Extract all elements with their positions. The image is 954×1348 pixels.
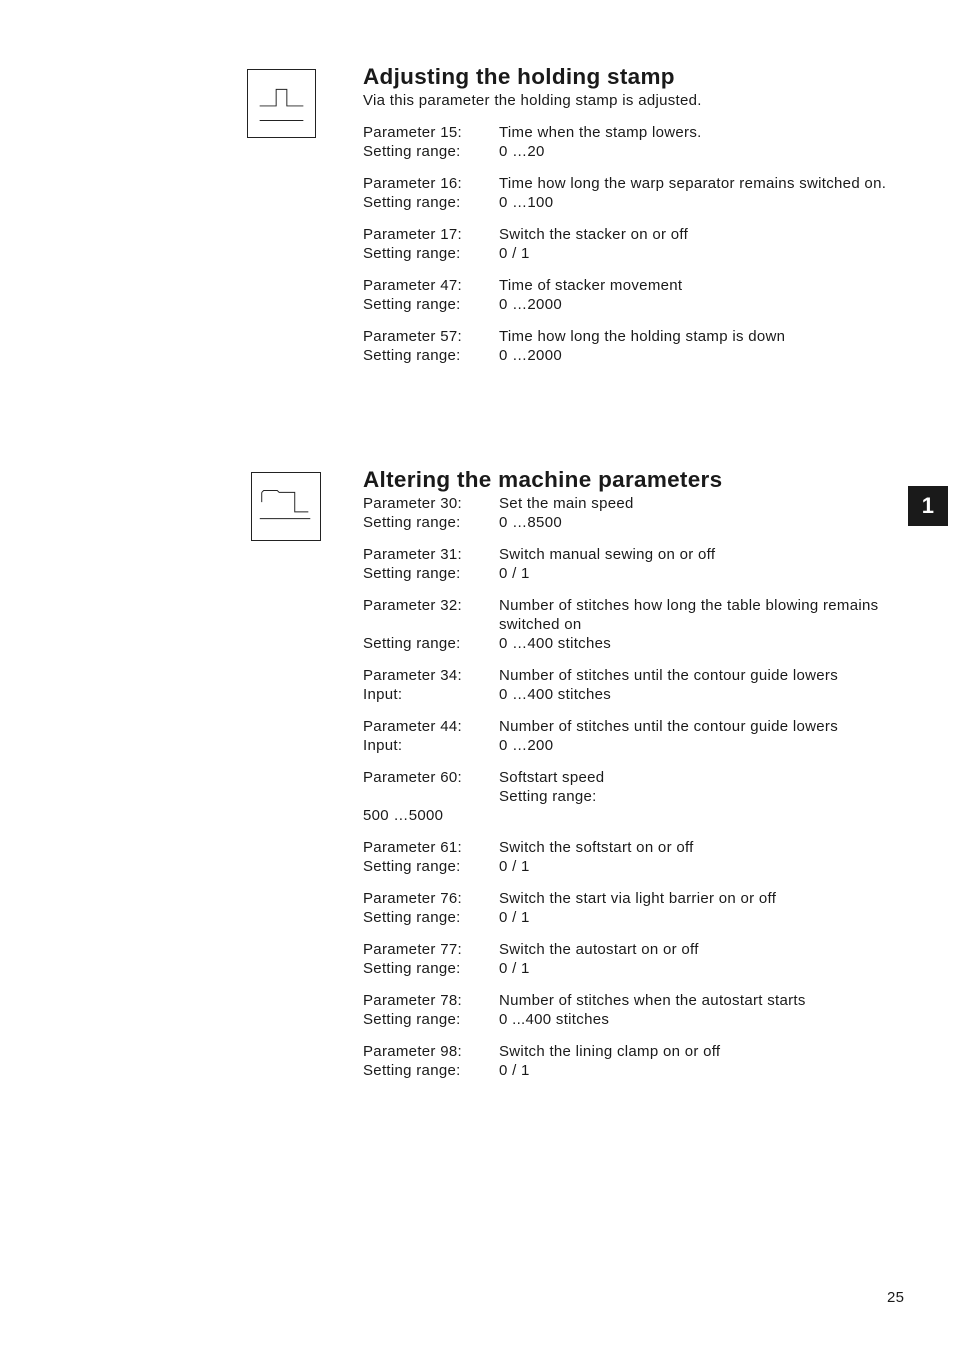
parameter-label: Setting range:: [363, 347, 461, 364]
parameter-list: [363, 123, 923, 365]
parameter-block: [363, 494, 923, 532]
parameter-value: Number of stitches when the autostart starts: [499, 992, 806, 1009]
parameter-row: [363, 545, 923, 564]
parameter-value: 0 / 1: [499, 1062, 530, 1079]
parameter-label: Setting range:: [363, 296, 461, 313]
chapter-tab: 1: [908, 486, 948, 526]
parameter-value: 0 …400 stitches: [499, 635, 612, 652]
page-number: 25: [887, 1289, 905, 1306]
parameter-value: 0 / 1: [499, 245, 530, 262]
parameter-row: [363, 1042, 923, 1061]
parameter-value: 0 …200: [499, 737, 554, 754]
parameter-row: [363, 1010, 923, 1029]
parameter-label: Input:: [363, 686, 403, 703]
parameter-block: [363, 940, 923, 978]
parameter-value: Time of stacker movement: [499, 277, 683, 294]
parameter-row: [363, 142, 923, 161]
parameter-row: [363, 908, 923, 927]
parameter-label: Setting range:: [363, 635, 461, 652]
parameter-value: Time how long the warp separator remains switched on.: [499, 175, 887, 192]
parameter-value: 0 …20: [499, 143, 545, 160]
parameter-label: [363, 787, 499, 806]
parameter-value: Softstart speed: [499, 769, 605, 786]
parameter-block: [363, 717, 923, 755]
parameter-row: [363, 838, 923, 857]
machine-parameters-icon: [251, 472, 321, 541]
parameter-block: [363, 276, 923, 314]
parameter-row: [363, 564, 923, 583]
parameter-label: Parameter 15:: [363, 124, 462, 141]
parameter-label: Setting range:: [363, 194, 461, 211]
parameter-row: [363, 244, 923, 263]
parameter-value: 0 / 1: [499, 858, 530, 875]
parameter-label: Parameter 78:: [363, 992, 462, 1009]
parameter-value: 0 …8500: [499, 514, 562, 531]
parameter-block: [363, 123, 923, 161]
parameter-value: 0 …2000: [499, 347, 562, 364]
parameter-value: 0 / 1: [499, 960, 530, 977]
parameter-label: Setting range:: [363, 858, 461, 875]
parameter-value: Number of stitches until the contour guide lowers: [499, 718, 839, 735]
section-machine-parameters: [363, 467, 923, 1080]
parameter-label: Parameter 16:: [363, 175, 462, 192]
parameter-row: [363, 889, 923, 908]
parameter-block: [363, 1042, 923, 1080]
parameter-label: Parameter 61:: [363, 839, 462, 856]
parameter-block: [363, 545, 923, 583]
parameter-value: 0 ...400 stitches: [499, 1011, 610, 1028]
parameter-label: Setting range:: [363, 143, 461, 160]
parameter-value: Switch the autostart on or off: [499, 941, 699, 958]
section-holding-stamp: [363, 64, 923, 365]
parameter-row: [363, 193, 923, 212]
parameter-value: Number of stitches how long the table blowing remains switched on: [499, 597, 879, 633]
parameter-value: Switch the softstart on or off: [499, 839, 694, 856]
parameter-label: Parameter 32:: [363, 597, 462, 614]
parameter-block: [363, 174, 923, 212]
section-title: Adjusting the holding stamp: [363, 64, 675, 89]
parameter-row: [363, 857, 923, 876]
parameter-row: [363, 327, 923, 346]
parameter-block: [363, 838, 923, 876]
parameter-row: [363, 346, 923, 365]
parameter-label: Parameter 31:: [363, 546, 462, 563]
parameter-label: Parameter 76:: [363, 890, 462, 907]
parameter-value: 0 …400 stitches: [499, 686, 612, 703]
parameter-label: Parameter 77:: [363, 941, 462, 958]
parameter-label: Parameter 34:: [363, 667, 462, 684]
parameter-row: [363, 174, 923, 193]
parameter-block: [363, 225, 923, 263]
parameter-row: [363, 634, 923, 653]
parameter-row: [363, 295, 923, 314]
parameter-value: 0 …100: [499, 194, 554, 211]
parameter-row: [363, 666, 923, 685]
parameter-block: [363, 327, 923, 365]
parameter-row: [363, 685, 923, 704]
parameter-row: [363, 717, 923, 736]
parameter-row: [363, 940, 923, 959]
parameter-value: Set the main speed: [499, 495, 634, 512]
parameter-row: [363, 494, 923, 513]
parameter-block: [363, 596, 923, 653]
parameter-block: [363, 991, 923, 1029]
parameter-row: [363, 123, 923, 142]
parameter-value: Time when the stamp lowers.: [499, 124, 702, 141]
parameter-label: Setting range:: [363, 1062, 461, 1079]
parameter-value: 0 / 1: [499, 565, 530, 582]
parameter-row: [363, 276, 923, 295]
parameter-value: Switch the lining clamp on or off: [499, 1043, 721, 1060]
parameter-row: [363, 991, 923, 1010]
parameter-label: Parameter 98:: [363, 1043, 462, 1060]
section-title: Altering the machine parameters: [363, 467, 723, 492]
parameter-value: Setting range:: [499, 788, 597, 805]
parameter-label: Parameter 44:: [363, 718, 462, 735]
parameter-row: [363, 513, 923, 532]
parameter-value: [499, 806, 923, 825]
parameter-value: 0 …2000: [499, 296, 562, 313]
parameter-row: [363, 225, 923, 244]
parameter-label: Parameter 47:: [363, 277, 462, 294]
parameter-label: Parameter 57:: [363, 328, 462, 345]
parameter-value: Switch the stacker on or off: [499, 226, 689, 243]
parameter-block: [363, 889, 923, 927]
parameter-value: Switch manual sewing on or off: [499, 546, 716, 563]
parameter-value: Number of stitches until the contour guide lowers: [499, 667, 839, 684]
section-intro: Via this parameter the holding stamp is adjusted.: [363, 92, 702, 109]
parameter-label: Parameter 17:: [363, 226, 462, 243]
parameter-label: Setting range:: [363, 245, 461, 262]
parameter-label: Parameter 30:: [363, 495, 462, 512]
parameter-label: Parameter 60:: [363, 769, 462, 786]
parameter-row: [363, 1061, 923, 1080]
parameter-label: Setting range:: [363, 960, 461, 977]
parameter-row: [363, 787, 923, 806]
parameter-row: [363, 736, 923, 755]
parameter-row: [363, 768, 923, 787]
parameter-row: [363, 959, 923, 978]
parameter-block: [363, 666, 923, 704]
parameter-label: Input:: [363, 737, 403, 754]
parameter-row: [363, 806, 923, 825]
parameter-value: Time how long the holding stamp is down: [499, 328, 786, 345]
parameter-value: 0 / 1: [499, 909, 530, 926]
parameter-label: 500 …5000: [363, 807, 444, 824]
parameter-label: Setting range:: [363, 565, 461, 582]
parameter-list: [363, 494, 923, 1080]
holding-stamp-icon: [247, 69, 316, 138]
parameter-label: Setting range:: [363, 514, 461, 531]
parameter-label: Setting range:: [363, 909, 461, 926]
parameter-block: [363, 768, 923, 825]
parameter-label: Setting range:: [363, 1011, 461, 1028]
parameter-value: Switch the start via light barrier on or off: [499, 890, 777, 907]
parameter-row: [363, 596, 923, 634]
